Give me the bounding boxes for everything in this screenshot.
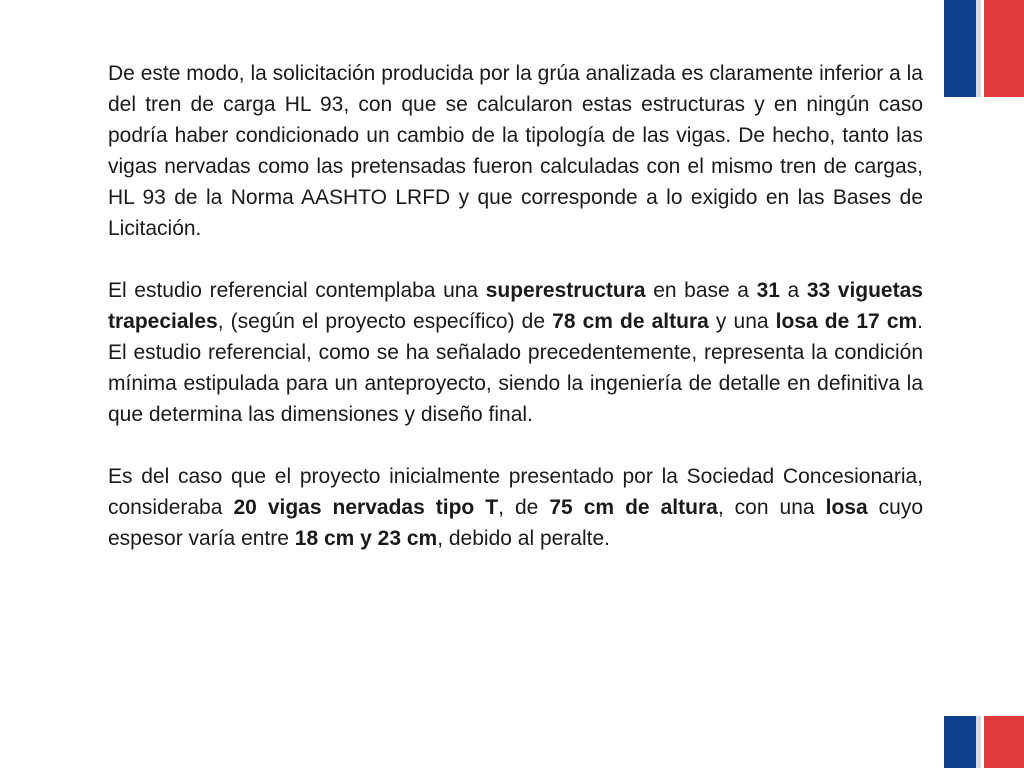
text-run: Es del caso que el proyecto inicialmente presentado por la Sociedad Concesionaria, consideraba [108, 465, 923, 519]
flag-bar-shadow [976, 716, 981, 768]
bold-text-run: 75 cm de altura [549, 496, 718, 519]
text-run: a [779, 279, 807, 302]
text-run: , con una [717, 496, 826, 519]
text-run: , (según el proyecto específico) de [217, 310, 553, 333]
bold-text-run: 18 cm y 23 cm [294, 527, 438, 550]
paragraph-2 [108, 275, 923, 430]
bold-text-run: superestructura [485, 279, 646, 302]
text-run: El estudio referencial contemplaba una [108, 279, 486, 302]
slide-body-text [108, 58, 923, 585]
bottom-corner-flag-decoration [944, 716, 1024, 768]
text-run: cuyo espesor varía entre [108, 496, 924, 550]
bold-text-run: 78 cm de altura [552, 310, 709, 333]
paragraph-1 [108, 58, 923, 244]
bold-text-run: losa [825, 496, 868, 519]
flag-blue-bar [944, 0, 976, 97]
text-run: , debido al peralte. [437, 527, 610, 550]
text-run: y una [708, 310, 776, 333]
text-run: . El estudio referencial, como se ha señalado precedentemente, representa la condición mínima estipulada para un anteproyecto, siendo la ingeniería de detalle en definitiva la que determina las dimensiones y diseño final. [108, 310, 924, 426]
flag-bar-shadow [976, 0, 981, 97]
bold-text-run: 20 vigas nervadas tipo T [233, 496, 499, 519]
flag-red-bar [984, 716, 1024, 768]
bold-text-run: losa de 17 cm [775, 310, 918, 333]
bold-text-run: 31 [756, 279, 780, 302]
text-run: en base a [645, 279, 757, 302]
text-run: De este modo, la solicitación producida por la grúa analizada es claramente inferior a la del tren de carga HL 93, con que se calcularon estas estructuras y en ningún caso podría haber condicionado un cambio de la tipología de las vigas. De hecho, tanto las vigas nervadas como las pretensadas fueron calculadas con el mismo tren de cargas, HL 93 de la Norma AASHTO LRFD y que corresponde a lo exigido en las Bases de Licitación. [108, 62, 923, 240]
bold-text-run: 33 viguetas trapeciales [108, 279, 923, 333]
paragraph-3 [108, 461, 923, 554]
text-run: , de [498, 496, 550, 519]
top-corner-flag-decoration [944, 0, 1024, 97]
flag-red-bar [984, 0, 1024, 97]
flag-blue-bar [944, 716, 976, 768]
